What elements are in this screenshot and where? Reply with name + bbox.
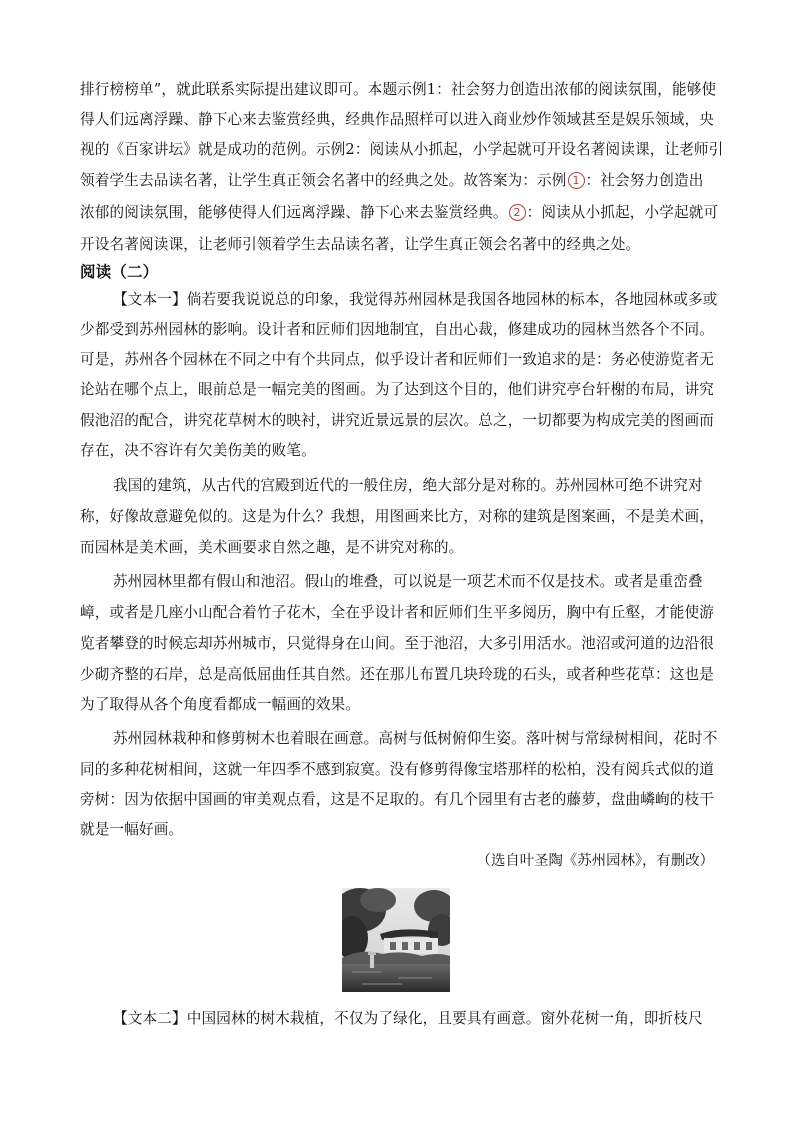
answer-line-5-tail: ：阅读从小抓起，小学起就可: [526, 204, 719, 221]
text1-line-16: 同的多种花树相间，这就一年四季不感到寂寞。没有修剪得像宝塔那样的松柏，没有阅兵式似的道: [80, 761, 714, 778]
text1-line-11: 嶂，或者是几座小山配合着竹子花木，全在乎设计者和匠师们生平多阅历，胸中有丘壑，才能使游: [80, 604, 714, 621]
text1-line-13: 少砌齐整的石岸，总是高低屈曲任其自然。还在那儿布置几块玲珑的石头，或者种些花草：这也是: [80, 666, 714, 683]
circled-number-1: 1: [568, 172, 585, 189]
garden-photo: [342, 888, 450, 992]
text1-line-17: 旁树：因为依据中国画的审美观点看，这是不足取的。有几个园里有古老的藤萝，盘曲嶙峋的枝干: [80, 791, 714, 808]
text1-line-5: 假池沼的配合，讲究花草树木的映衬，讲究近景远景的层次。总之，一切都要为构成完美的图画而: [80, 412, 714, 429]
answer-line-1: 排行榜榜单”，就此联系实际提出建议即可。本题示例1：社会努力创造出浓郁的阅读氛围，能够使: [80, 81, 717, 98]
text1-line-9: 而园林是美术画，美术画要求自然之趣，是不讲究对称的。: [80, 539, 464, 556]
answer-line-2: 得人们远离浮躁、静下心来去鉴赏经典，经典作品照样可以进入商业炒作领域甚至是娱乐领域，央: [80, 111, 714, 128]
text1-line-12: 览者攀登的时候忘却苏州城市，只觉得身在山间。至于池沼，大多引用活水。池沼或河道的边沿很: [80, 635, 714, 652]
answer-line-6: 开设名著阅读课，让老师引领着学生去品读名著，让学生真正领会名著中的经典之处。: [80, 236, 641, 253]
garden-photo-image: [342, 888, 450, 992]
text1-line-15: 苏州园林栽种和修剪树木也着眼在画意。高树与低树俯仰生姿。落叶树与常绿树相间，花时不: [113, 730, 718, 747]
text1-line-10: 苏州园林里都有假山和池沼。假山的堆叠，可以说是一项艺术而不仅是技术。或者是重峦叠: [113, 573, 703, 590]
text1-line-1: 【文本一】倘若要我说说总的印象，我觉得苏州园林是我国各地园林的标本，各地园林或多或: [113, 291, 718, 308]
text1-line-4: 论站在哪个点上，眼前总是一幅完美的图画。为了达到这个目的，他们讲究亭台轩榭的布局，讲究: [80, 381, 714, 398]
answer-line-5: [80, 203, 718, 223]
answer-line-4-tail: ：社会努力创造出: [585, 172, 704, 189]
circled-number-2: 2: [509, 204, 526, 221]
answer-line-5-head: 浓郁的阅读氛围，能够使得人们远离浮躁、静下心来去鉴赏经典。: [80, 204, 508, 221]
answer-line-3: 视的《百家讲坛》就是成功的范例。示例2：阅读从小抓起，小学起就可开设名著阅读课，让老师引: [80, 141, 724, 158]
text1-line-7: 我国的建筑，从古代的宫殿到近代的一般住房，绝大部分是对称的。苏州园林可绝不讲究对: [113, 477, 703, 494]
section-heading: 阅读（二）: [80, 262, 159, 281]
text1-line-14: 为了取得从各个角度看都成一幅画的效果。: [80, 696, 361, 713]
text1-line-6: 存在，决不容许有欠美伤美的败笔。: [80, 442, 316, 459]
text1-source: （选自叶圣陶《苏州园林》，有删改）: [476, 853, 714, 869]
text1-line-8: 称，好像故意避免似的。这是为什么？我想，用图画来比方，对称的建筑是图案画，不是美术画，: [80, 508, 714, 525]
text1-line-3: 可是，苏州各个园林在不同之中有个共同点，似乎设计者和匠师们一致追求的是：务必使游览者无: [80, 351, 714, 368]
text2-line-1: 【文本二】中国园林的树木栽植，不仅为了绿化，且要具有画意。窗外花树一角，即折枝尺: [113, 1010, 703, 1027]
text1-line-2: 少都受到苏州园林的影响。设计者和匠师们因地制宜，自出心裁，修建成功的园林当然各个不同。: [80, 321, 714, 338]
answer-line-4-text: 领着学生去品读名著，让学生真正领会名著中的经典之处。故答案为：示例: [80, 172, 567, 189]
text1-line-18: 就是一幅好画。: [80, 821, 184, 838]
answer-line-4: [80, 171, 704, 191]
